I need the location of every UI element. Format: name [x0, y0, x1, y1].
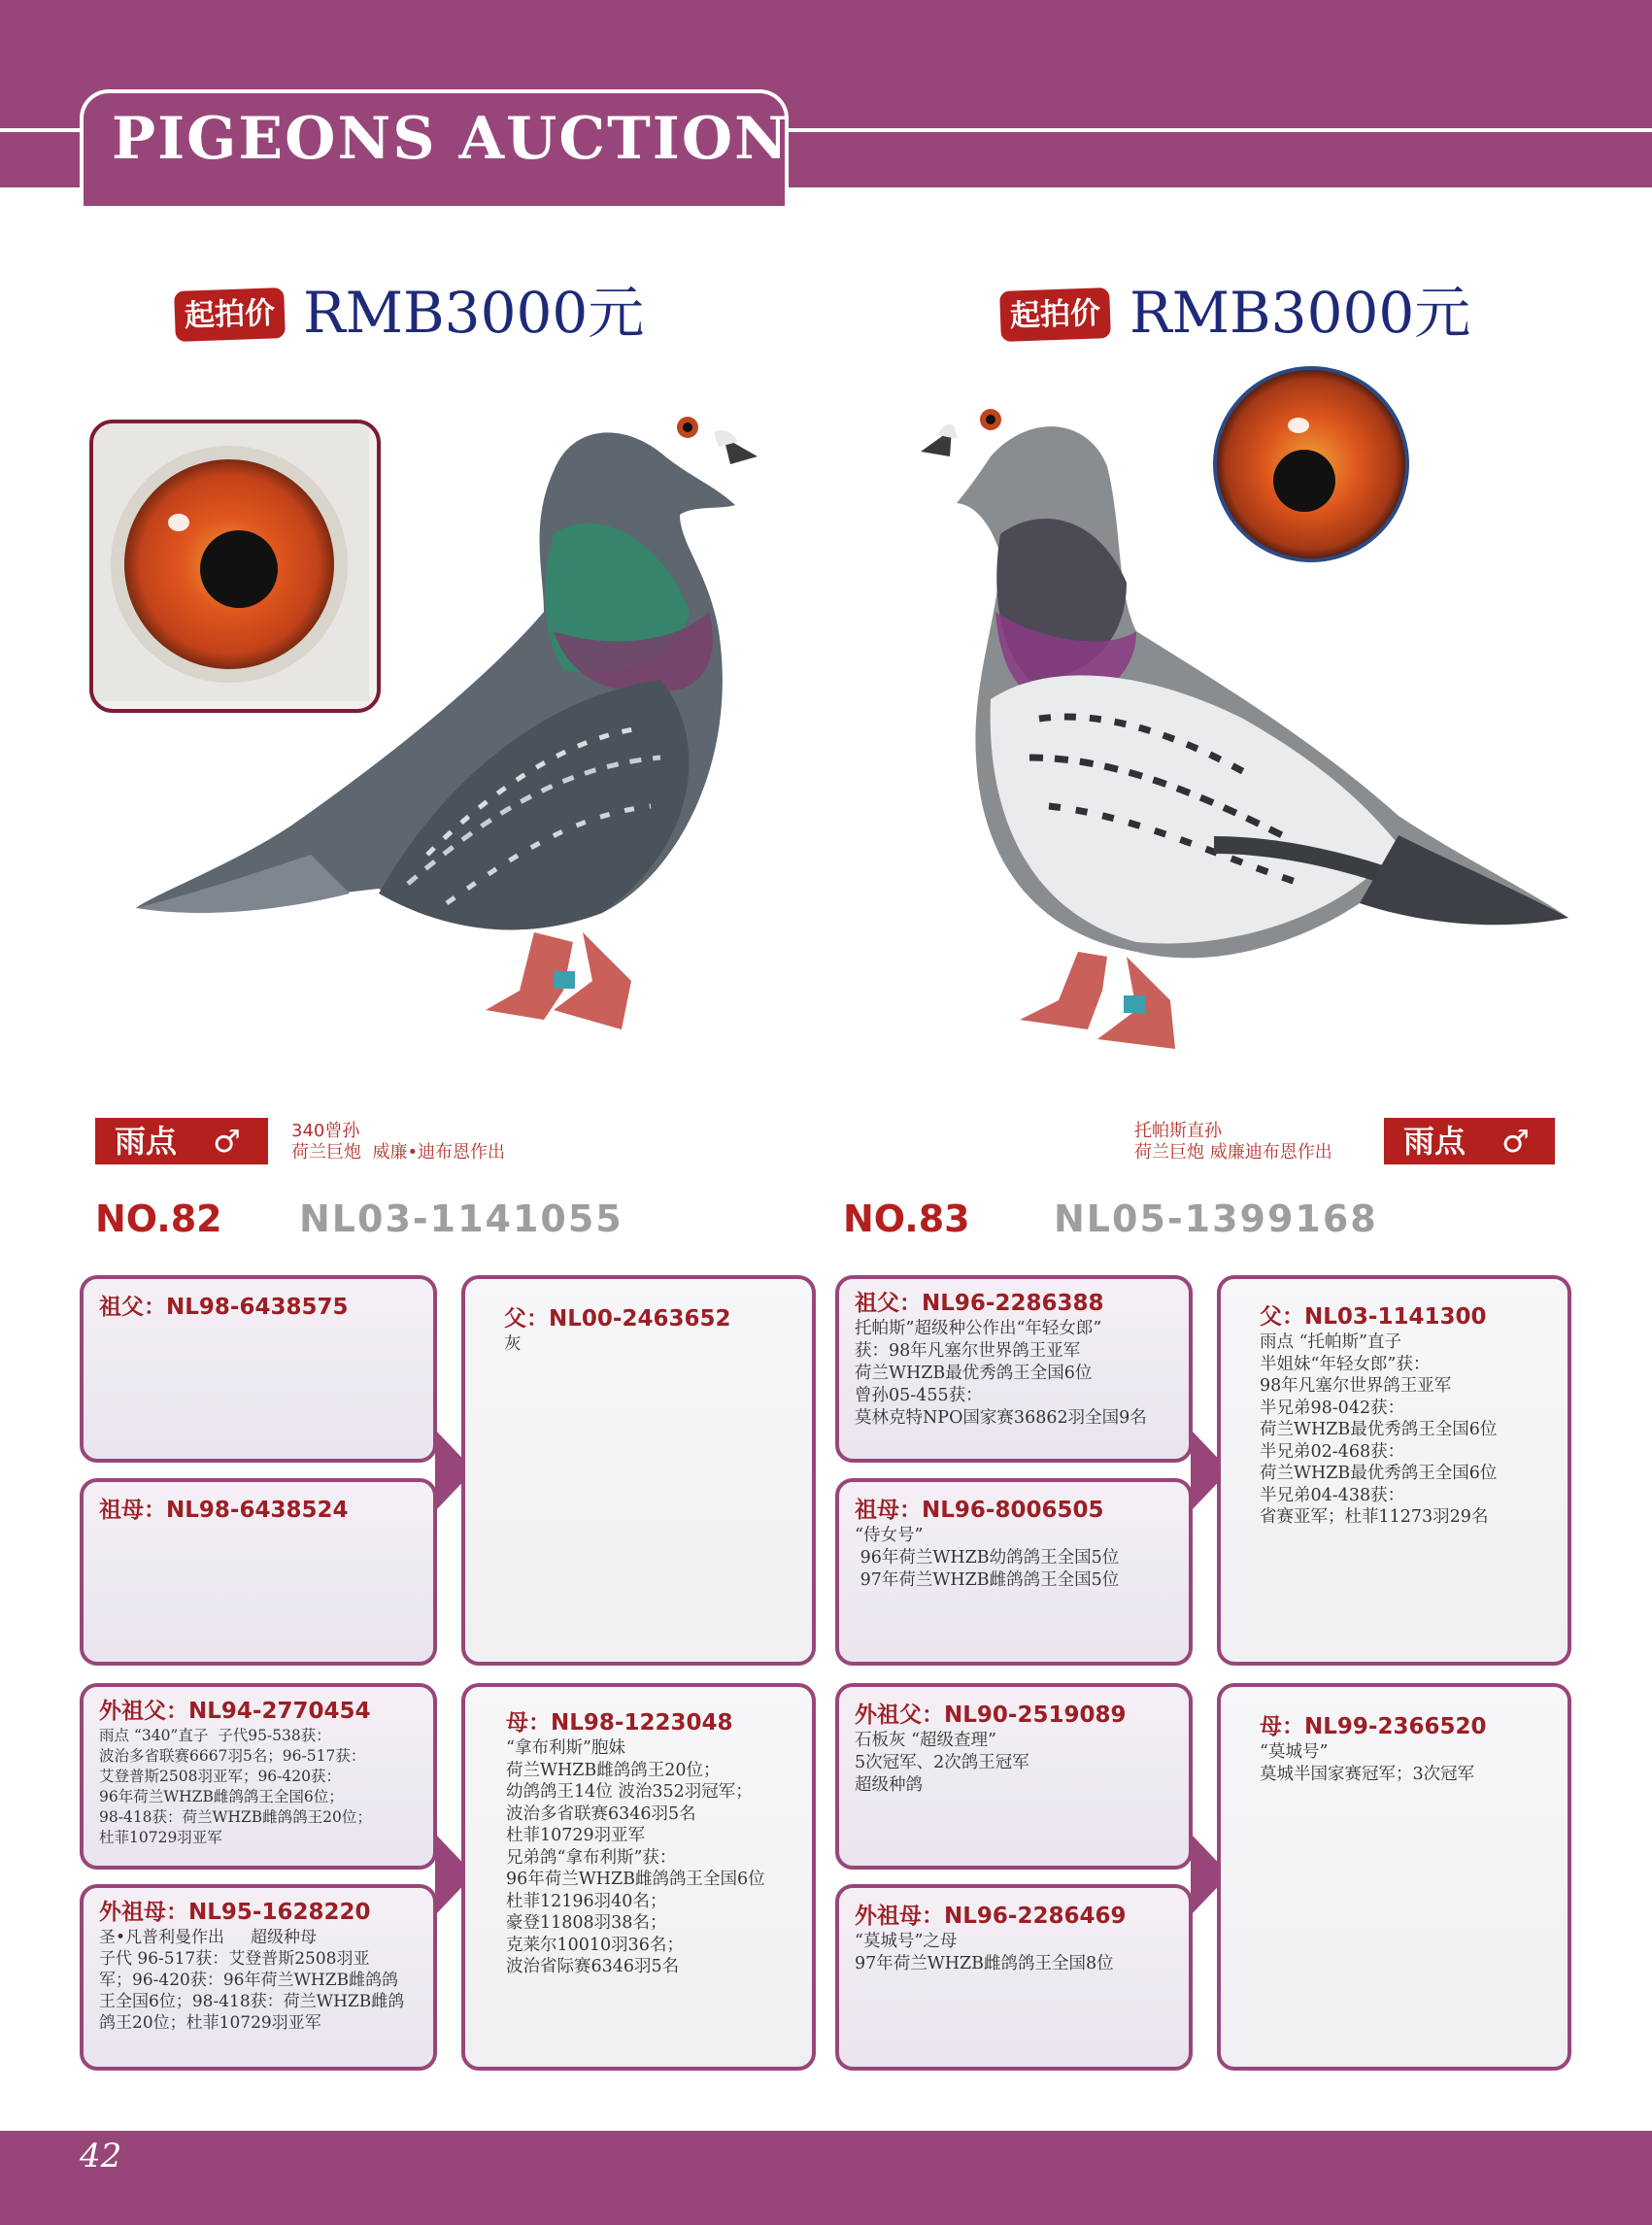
pedigree-granddam-left — [80, 1478, 437, 1666]
pedigree-mgrandsire-right — [835, 1683, 1193, 1870]
pedigree-text: 石板灰 “超级查理” 5次冠军、2次鸽王冠军 超级种鸽 — [855, 1731, 1029, 1795]
pedigree-title: 外祖父：NL90-2519089 — [855, 1702, 1127, 1728]
name-tag-left — [95, 1118, 268, 1164]
pigeon-photo-left — [136, 388, 816, 1068]
male-icon: ♂ — [1501, 1123, 1530, 1160]
pedigree-sire-left — [461, 1275, 816, 1666]
pigeon-note-left-1: 340曾孙 — [291, 1121, 360, 1141]
pedigree-title: 外祖母：NL96-2286469 — [855, 1904, 1127, 1929]
pigeon-note-right-1: 托帕斯直孙 — [1134, 1121, 1222, 1141]
pigeon-photo-right — [893, 388, 1573, 1088]
pedigree-text: “拿布利斯”胞妹 荷兰WHZB雌鸽鸽王20位； 幼鸽鸽王14位 波治352羽冠军； 波治多省联赛6346羽5名 杜菲10729羽亚军 兄弟鸽“拿布利斯”获： 96年荷兰WHZB雌鸽鸽王全国6位 杜菲12196羽40名； 豪登11808羽38名； 克莱尔10010羽36名； 波治省际赛6346羽5名 — [506, 1738, 765, 1976]
lot-number-right: NO.83 — [843, 1197, 970, 1240]
pedigree-grandsire-left — [80, 1275, 437, 1463]
pedigree-title: 祖父：NL96-2286388 — [855, 1291, 1104, 1316]
pedigree-title: 母：NL98-1223048 — [506, 1710, 733, 1736]
pedigree-title: 母：NL99-2366520 — [1260, 1714, 1487, 1739]
pedigree-sire-right — [1217, 1275, 1571, 1666]
pedigree-text: 圣•凡普利曼作出 超级种母 子代 96-517获：艾登普斯2508羽亚 军；96-420获：96年荷兰WHZB雌鸽鸽 王全国6位；98-418获：荷兰WHZB雌鸽 鸽王20位；杜菲10729羽亚军 — [99, 1928, 405, 2033]
price-value-left: RMB3000元 — [303, 280, 645, 346]
header-rule-left — [0, 128, 87, 132]
pedigree-text: 托帕斯”超级种公作出“年轻女郎” 获：98年凡塞尔世界鸽王亚军 荷兰WHZB最优秀鸽王全国6位 曾孙05-455获： 莫林克特NPO国家赛36862羽全国9名 — [855, 1319, 1147, 1428]
ring-number-right: NL05-1399168 — [1054, 1197, 1378, 1240]
pedigree-title: 外祖母：NL95-1628220 — [99, 1900, 371, 1925]
pedigree-text: “侍女号” 96年荷兰WHZB幼鸽鸽王全国5位 97年荷兰WHZB雌鸽鸽王全国5位 — [855, 1526, 1120, 1590]
price-label-right: 起拍价 — [999, 287, 1111, 342]
male-icon: ♂ — [213, 1123, 241, 1160]
price-label-left: 起拍价 — [174, 287, 286, 342]
ring-number-left: NL03-1141055 — [299, 1197, 624, 1240]
pedigree-mgranddam-left — [80, 1884, 437, 2071]
pedigree-granddam-right — [835, 1478, 1193, 1666]
price-value-right: RMB3000元 — [1129, 280, 1471, 346]
page-number: 42 — [80, 2137, 122, 2175]
pedigree-text: 雨点 “托帕斯”直子 半姐妹“年轻女郎”获： 98年凡塞尔世界鸽王亚军 半兄弟98-042获： 荷兰WHZB最优秀鸽王全国6位 半兄弟02-468获： 荷兰WHZB最优秀鸽王全国6位 半兄弟04-438获： 省赛亚军；杜菲11273羽29名 — [1260, 1332, 1498, 1527]
pedigree-text: “莫城号”之母 97年荷兰WHZB雌鸽鸽王全国8位 — [855, 1932, 1114, 1973]
pedigree-grandsire-right — [835, 1275, 1193, 1463]
footer-band — [0, 2131, 1652, 2225]
pedigree-title: 祖母：NL98-6438524 — [99, 1498, 349, 1523]
pedigree-mgranddam-right — [835, 1884, 1193, 2071]
pedigree-dam-left — [461, 1683, 816, 2071]
pedigree-text: “莫城号” 莫城半国家赛冠军；3次冠军 — [1260, 1742, 1475, 1784]
pedigree-dam-right — [1217, 1683, 1571, 2071]
pedigree-title: 祖母：NL96-8006505 — [855, 1498, 1104, 1523]
page-title: PIGEONS AUCTION — [112, 105, 790, 173]
lot-number-left: NO.82 — [95, 1197, 222, 1240]
pigeon-note-left-2: 荷兰巨炮 威廉•迪布恩作出 — [291, 1142, 506, 1163]
pigeon-note-right-2: 荷兰巨炮 威廉迪布恩作出 — [1134, 1142, 1332, 1163]
name-tag-right — [1384, 1118, 1555, 1164]
pedigree-text: 雨点 “340”直子 子代95-538获： 波治多省联赛6667羽5名；96-517获： 艾登普斯2508羽亚军；96-420获： 96年荷兰WHZB雌鸽鸽王全国6位； 98-418获：荷兰WHZB雌鸽鸽王20位； 杜菲10729羽亚军 — [99, 1727, 372, 1846]
pedigree-title: 外祖父：NL94-2770454 — [99, 1699, 371, 1724]
pigeon-name-left: 雨点 — [115, 1123, 178, 1160]
pedigree-title: 父：NL00-2463652 — [504, 1306, 731, 1332]
pedigree-mgrandsire-left — [80, 1683, 437, 1870]
header-rule-right — [785, 128, 1652, 132]
pedigree-title: 父：NL03-1141300 — [1260, 1304, 1487, 1330]
pedigree-title: 祖父：NL98-6438575 — [99, 1295, 349, 1320]
pedigree-text: 灰 — [504, 1334, 522, 1354]
pigeon-name-right: 雨点 — [1403, 1123, 1467, 1160]
